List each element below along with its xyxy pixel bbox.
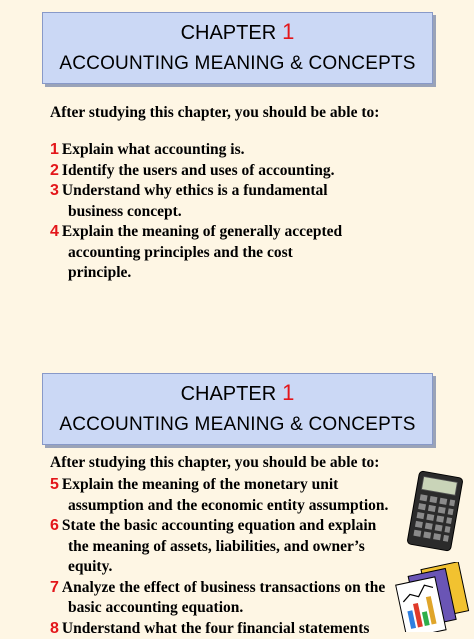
title-banner	[42, 373, 433, 445]
intro-text: After studying this chapter, you should be able to:	[50, 104, 379, 122]
objective-text-continued: equity.	[50, 557, 415, 578]
objective-text-continued: accounting principles and the cost	[50, 243, 460, 264]
objectives-list	[50, 475, 415, 639]
objective-number: 2	[50, 162, 59, 179]
calculator-icon	[405, 470, 465, 552]
objective-text: State the basic accounting equation and explain	[62, 517, 376, 534]
chapter-heading	[43, 19, 432, 45]
objective-7	[50, 578, 415, 619]
objective-6	[50, 516, 415, 578]
objective-text: Explain the meaning of generally accepted	[62, 223, 342, 240]
chapter-number: 1	[282, 19, 294, 44]
objective-number: 1	[50, 141, 59, 158]
objective-text-continued: business concept.	[50, 202, 460, 223]
objective-number: 8	[50, 620, 59, 637]
objective-text-continued: assumption and the economic entity assumption.	[50, 496, 415, 517]
objective-3	[50, 181, 460, 222]
intro-text: After studying this chapter, you should be able to:	[50, 454, 379, 472]
chapter-label: CHAPTER	[181, 383, 277, 405]
objective-8	[50, 619, 415, 639]
objective-number: 7	[50, 579, 59, 596]
objective-1	[50, 140, 460, 161]
objective-text: Identify the users and uses of accounting.	[62, 162, 335, 179]
objective-number: 5	[50, 476, 59, 493]
objective-text-continued: principle.	[50, 263, 460, 284]
objective-2	[50, 161, 460, 182]
chapter-heading	[43, 380, 432, 406]
objective-number: 6	[50, 517, 59, 534]
objective-number: 4	[50, 223, 59, 240]
chapter-number: 1	[282, 380, 294, 405]
chapter-label: CHAPTER	[181, 22, 277, 44]
objectives-list	[50, 140, 460, 284]
objective-text-continued: the meaning of assets, liabilities, and owner’s	[50, 537, 415, 558]
objective-text: Explain what accounting is.	[62, 141, 245, 158]
chapter-title: ACCOUNTING MEANING & CONCEPTS	[43, 53, 432, 75]
chapter-title: ACCOUNTING MEANING & CONCEPTS	[43, 414, 432, 436]
objective-4	[50, 222, 460, 284]
slide-2	[0, 362, 474, 632]
title-banner	[42, 12, 433, 84]
objective-text: Understand why ethics is a fundamental	[62, 182, 328, 199]
objective-text: Understand what the four financial statements	[62, 620, 370, 637]
objective-5	[50, 475, 415, 516]
objective-text: Analyze the effect of business transactions on the	[62, 579, 385, 596]
objective-number: 3	[50, 182, 59, 199]
financial-documents-icon	[392, 562, 474, 632]
objective-text-continued: basic accounting equation.	[50, 598, 415, 619]
objective-text: Explain the meaning of the monetary unit	[62, 476, 338, 493]
